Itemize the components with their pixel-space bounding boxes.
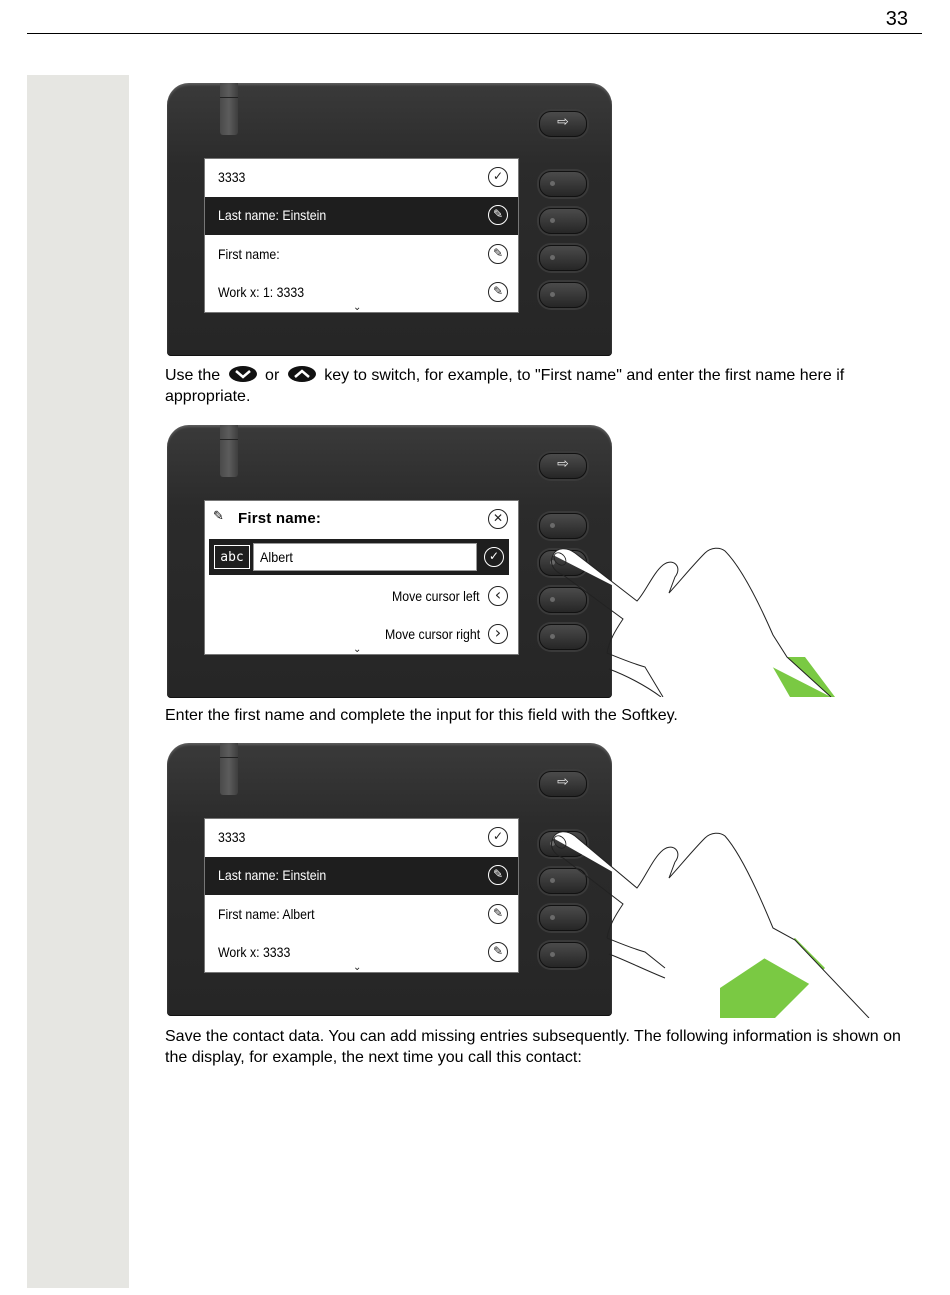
back-key[interactable] xyxy=(539,111,587,137)
pointing-hand-illustration xyxy=(545,545,845,697)
header-rule xyxy=(27,33,922,34)
back-key[interactable] xyxy=(539,771,587,797)
move-cursor-right-item[interactable]: Move cursor right › xyxy=(205,616,518,654)
first-name-field[interactable]: Albert xyxy=(253,543,477,571)
pencil-icon: ✎ xyxy=(488,865,508,885)
caption-3: Save the contact data. You can add missing entries subsequently. The following information is shown on the display, for example, the next time you call this contact: xyxy=(165,1028,901,1066)
pointing-hand-illustration xyxy=(545,828,875,1018)
text-input-row[interactable] xyxy=(209,539,509,575)
list-item[interactable]: First name: ✎ xyxy=(205,236,518,274)
pencil-icon: ✎ xyxy=(488,205,508,225)
exit-icon: ⇨ xyxy=(557,114,569,130)
list-item[interactable]: First name: Albert ✎ xyxy=(205,896,518,934)
softkey-2[interactable] xyxy=(539,208,587,234)
input-mode-badge: abc xyxy=(214,545,250,569)
softkey-1[interactable] xyxy=(539,513,587,539)
pencil-icon: ✎ xyxy=(488,244,508,264)
list-item-selected[interactable]: Last name: Einstein ✎ xyxy=(205,857,518,895)
chevron-down-icon: ⌄ xyxy=(353,302,362,313)
pencil-icon: ✎ xyxy=(213,509,224,524)
handset-slot xyxy=(220,425,238,477)
softkey-1[interactable] xyxy=(539,171,587,197)
handset-slot xyxy=(220,743,238,795)
softkey-3[interactable] xyxy=(539,245,587,271)
check-icon: ✓ xyxy=(488,167,508,187)
caption-1: Use the or key to switch, for example, to "First name" and enter the first name here if appropriate. xyxy=(165,367,845,405)
chevron-right-icon: › xyxy=(488,624,508,644)
check-icon: ✓ xyxy=(488,827,508,847)
check-icon[interactable]: ✓ xyxy=(484,547,504,567)
list-item[interactable]: Work x: 3333 ✎ xyxy=(205,934,518,972)
softkey-4[interactable] xyxy=(539,282,587,308)
page-number: 33 xyxy=(885,8,908,30)
phone-illustration-1 xyxy=(167,83,612,356)
chevron-down-icon: ⌄ xyxy=(353,644,362,655)
list-item[interactable]: 3333 ✓ xyxy=(205,159,518,197)
move-cursor-left-item[interactable]: Move cursor left ‹ xyxy=(205,578,518,616)
exit-icon: ⇨ xyxy=(557,456,569,472)
handset-slot xyxy=(220,83,238,135)
pencil-icon: ✎ xyxy=(488,942,508,962)
editor-header xyxy=(205,501,518,539)
phone-screen xyxy=(204,500,519,655)
exit-icon: ⇨ xyxy=(557,774,569,790)
phone-screen xyxy=(204,158,519,313)
pencil-icon: ✎ xyxy=(488,282,508,302)
list-item[interactable]: 3333 ✓ xyxy=(205,819,518,857)
editor-title: First name: xyxy=(238,510,322,527)
list-item[interactable]: Work x: 1: 3333 ✎ xyxy=(205,274,518,312)
phone-screen xyxy=(204,818,519,973)
pencil-icon: ✎ xyxy=(488,904,508,924)
nav-down-key-icon xyxy=(228,365,258,383)
sidebar-margin xyxy=(27,75,129,1288)
chevron-down-icon: ⌄ xyxy=(353,962,362,973)
close-icon[interactable]: ✕ xyxy=(488,509,508,529)
chevron-left-icon: ‹ xyxy=(488,586,508,606)
nav-up-key-icon xyxy=(287,365,317,383)
back-key[interactable] xyxy=(539,453,587,479)
list-item-selected[interactable]: Last name: Einstein ✎ xyxy=(205,197,518,235)
caption-2: Enter the first name and complete the input for this field with the Softkey. xyxy=(165,707,678,724)
